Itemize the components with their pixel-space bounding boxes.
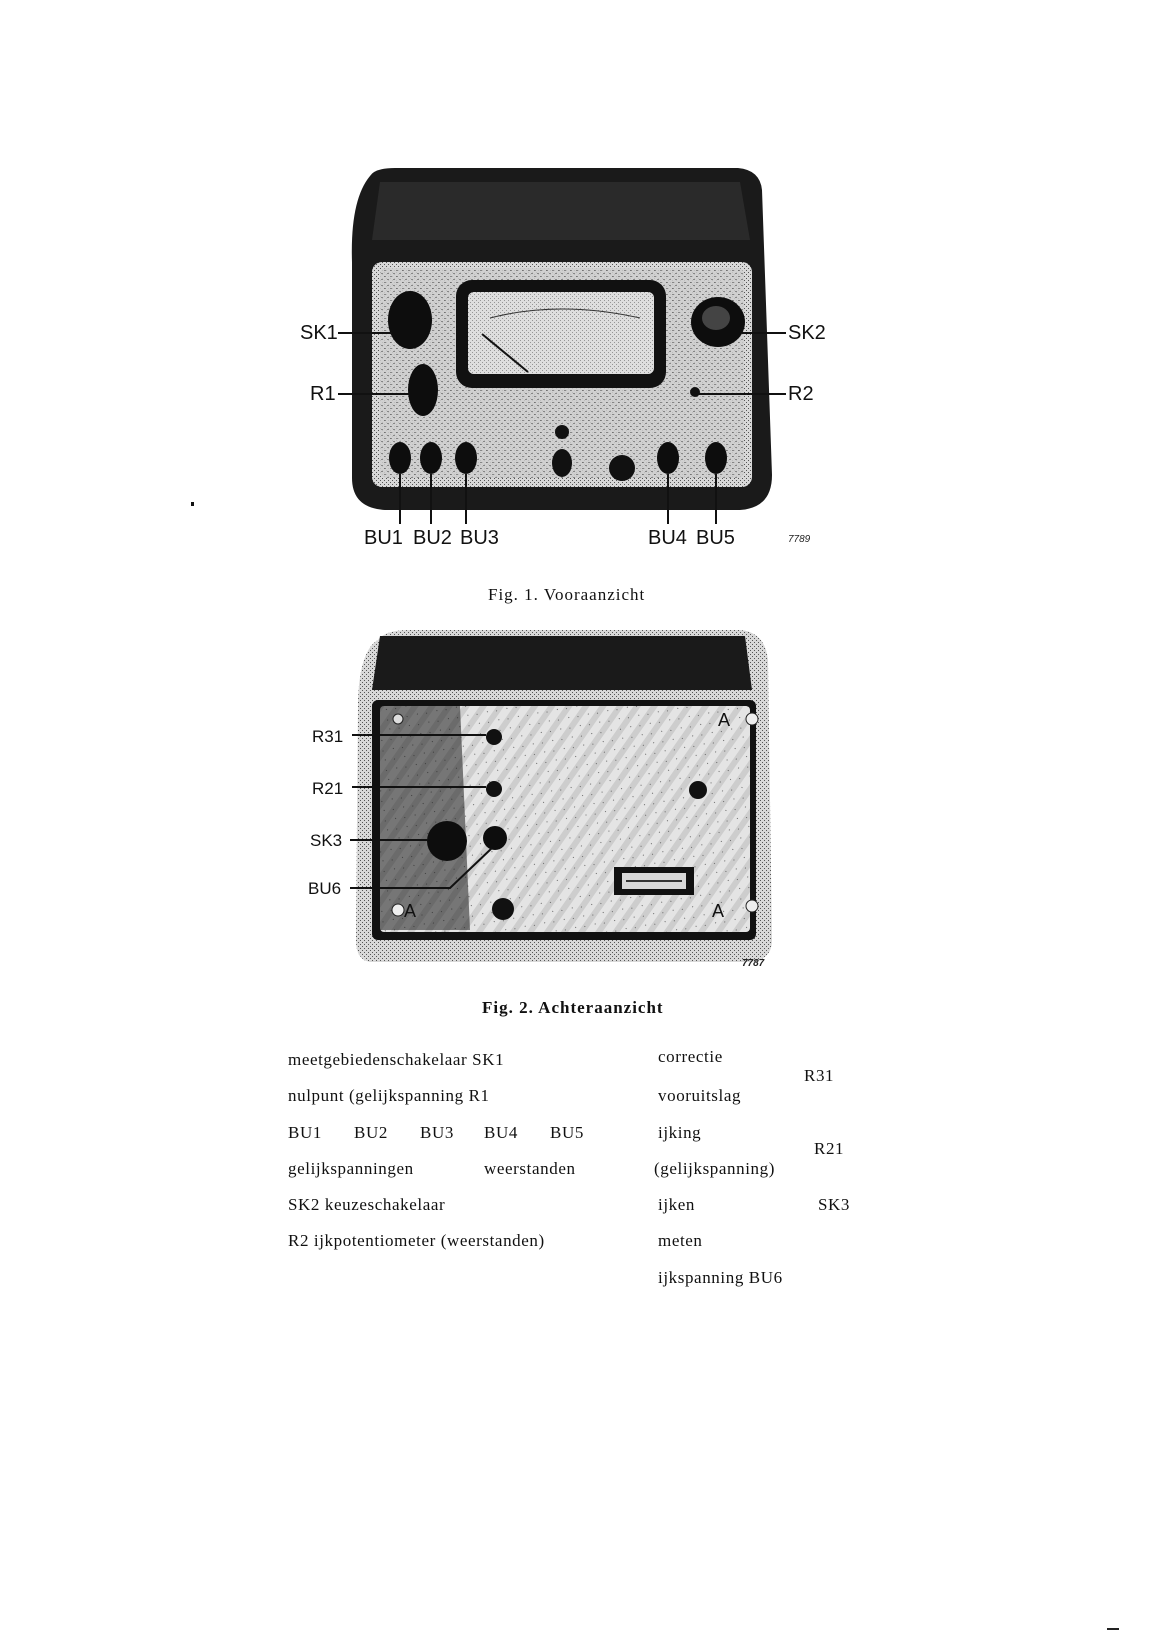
label-sk2: SK2: [788, 322, 826, 344]
label-bu5: BU5: [696, 527, 735, 549]
legend-bu2: BU2: [354, 1123, 388, 1142]
legend-bu3: BU3: [420, 1123, 454, 1142]
rear-nameplate: [614, 867, 694, 895]
legend-r31-ref: R31: [804, 1066, 835, 1085]
legend-bu4: BU4: [484, 1123, 518, 1142]
label-r31: R31: [312, 727, 344, 746]
legend-gelijkspanningen: gelijkspanningen: [288, 1159, 414, 1178]
bu6-jack: [483, 826, 507, 850]
label-bu1: BU1: [364, 527, 403, 549]
rear-bottom-left-screw: [392, 904, 404, 916]
label-r2: R2: [788, 383, 814, 405]
figure1-number: 7789: [788, 534, 811, 545]
sk3-knob: [427, 821, 467, 861]
page-corner-mark: [1107, 1628, 1119, 1630]
rear-housing: [356, 630, 772, 962]
label-bu3: BU3: [460, 527, 499, 549]
label-sk3: SK3: [310, 831, 343, 850]
rear-right-screw: [689, 781, 707, 799]
legend-r1: nulpunt (gelijkspanning R1: [288, 1086, 490, 1105]
legend-vooruitslag: vooruitslag: [658, 1086, 742, 1105]
rear-bottom-knob: [492, 898, 514, 920]
legend-meten: meten: [658, 1231, 703, 1250]
label-bu2: BU2: [413, 527, 452, 549]
rear-top-right-screw: [746, 713, 758, 725]
rear-bottom-right-screw: [746, 900, 758, 912]
legend-ijken: ijken: [658, 1195, 695, 1214]
figure2-caption: Fig. 2. Achteraanzicht: [482, 998, 664, 1017]
legend-r21-ref: R21: [814, 1139, 845, 1158]
legend-sk3-ref: SK3: [818, 1195, 851, 1214]
label-bu4: BU4: [648, 527, 687, 549]
legend-r2: R2 ijkpotentiometer (weerstanden): [288, 1231, 545, 1250]
label-r1: R1: [310, 383, 336, 405]
legend-bu1: BU1: [288, 1123, 322, 1142]
figure2-number: 7787: [742, 958, 765, 969]
label-rear-a-left: A: [404, 901, 417, 921]
legend-correctie: correctie: [658, 1047, 723, 1066]
label-rear-a-top: A: [718, 710, 731, 730]
label-r21: R21: [312, 779, 344, 798]
label-rear-a-bottom: A: [712, 901, 725, 921]
legend-weerstanden: weerstanden: [484, 1159, 576, 1178]
label-sk1: SK1: [300, 322, 338, 344]
figure1-caption: Fig. 1. Vooraanzicht: [488, 585, 646, 604]
rear-top-left-screw: [393, 714, 403, 724]
legend-gelijkspanning: (gelijkspanning): [654, 1159, 776, 1178]
label-bu6: BU6: [308, 879, 342, 898]
legend-ijking: ijking: [658, 1123, 702, 1142]
r31-screw: [486, 729, 502, 745]
r21-screw: [486, 781, 502, 797]
legend-sk1: meetgebiedenschakelaar SK1: [288, 1050, 505, 1069]
legend-bu5: BU5: [550, 1123, 584, 1142]
legend-sk2: SK2 keuzeschakelaar: [288, 1195, 446, 1214]
legend-bu6: ijkspanning BU6: [658, 1268, 783, 1287]
